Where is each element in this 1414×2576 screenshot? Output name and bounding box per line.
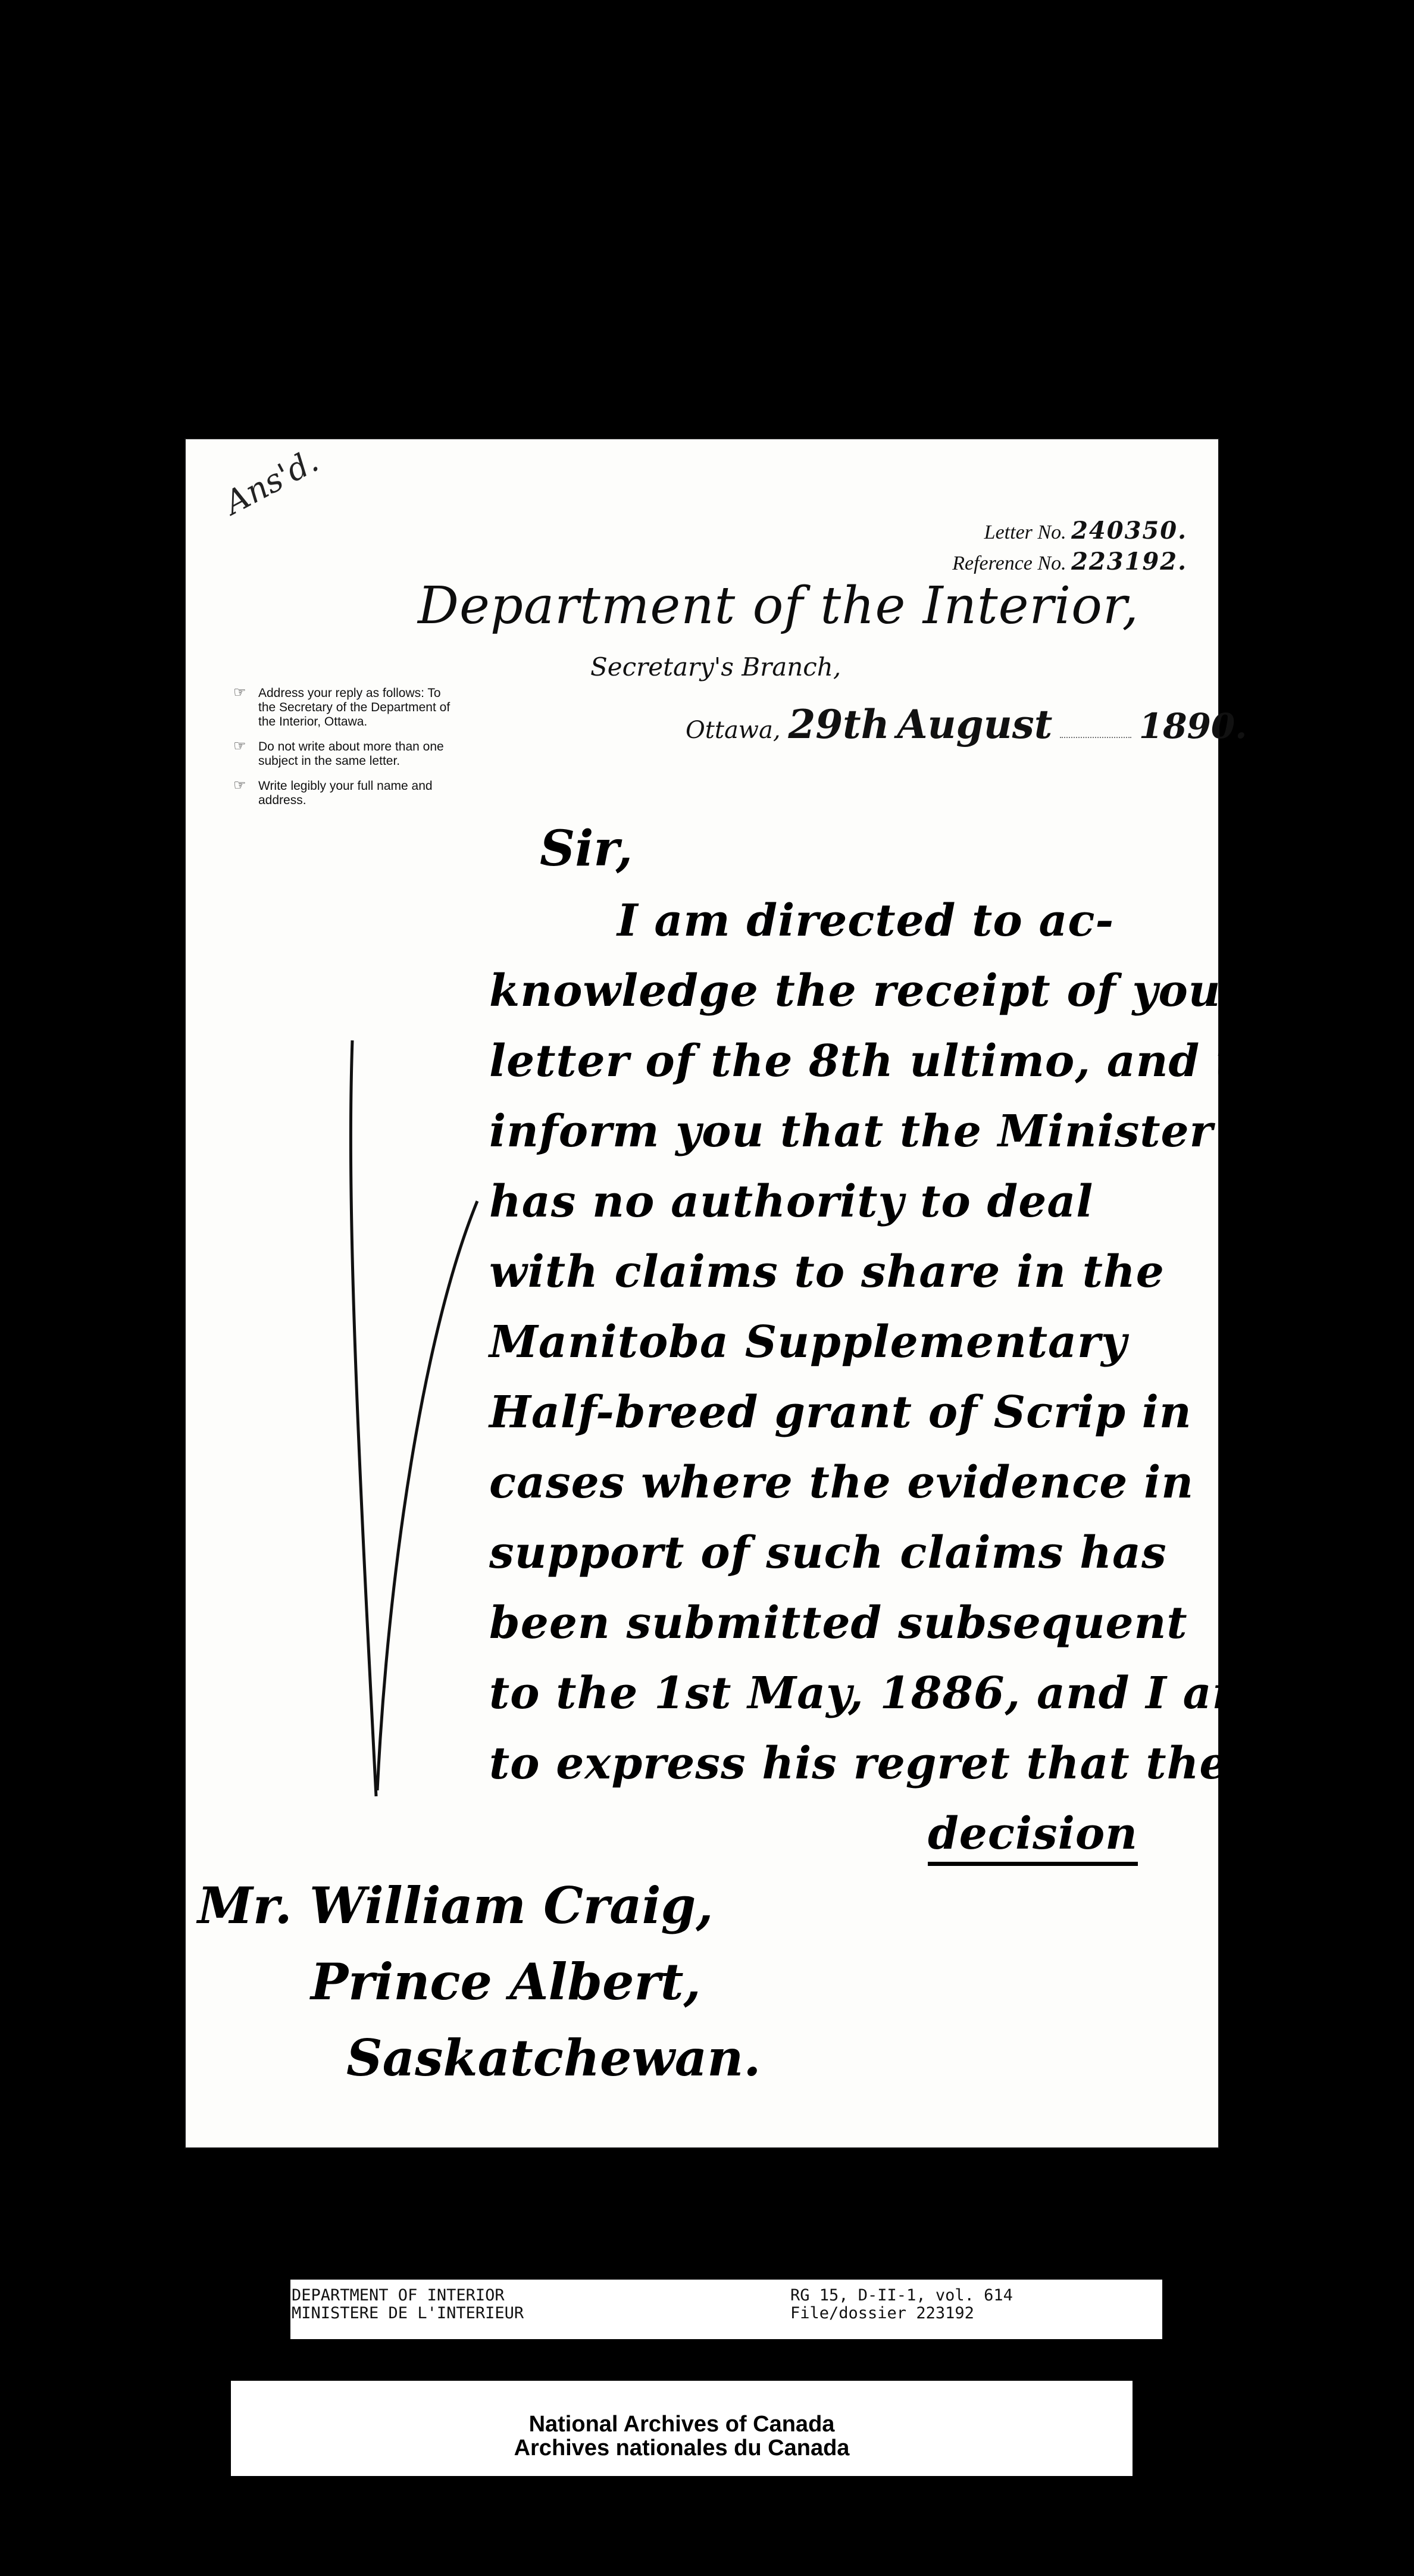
instruction-text: Do not write about more than one subject in the same letter. <box>258 740 444 768</box>
dateline <box>686 701 1247 748</box>
archive-record-group: RG 15, D-II-1, vol. 614 <box>790 2286 1013 2305</box>
body-line: support of such claims has <box>489 1527 1167 1578</box>
body-line: been submitted subsequent <box>489 1598 1188 1649</box>
body-line: I am directed to ac- <box>617 895 1115 946</box>
pointing-hand-icon: ☞ <box>233 738 246 754</box>
reference-number-value: 223192. <box>1071 548 1187 576</box>
reference-number-label: Reference No. <box>952 552 1066 574</box>
branch-heading: Secretary's Branch, <box>590 652 841 681</box>
archive-department-fr: MINISTERE DE L'INTERIEUR <box>292 2304 524 2322</box>
archive-reference-label <box>290 2280 1162 2339</box>
national-archives-footer <box>231 2381 1133 2476</box>
body-line: with claims to share in the <box>489 1246 1165 1298</box>
body-line: Manitoba Supplementary <box>489 1317 1127 1368</box>
archive-department <box>292 2287 524 2322</box>
pointing-hand-icon: ☞ <box>233 777 246 793</box>
letter-page <box>186 439 1267 2147</box>
salutation: Sir, <box>540 820 633 877</box>
department-heading: Department of the Interior, <box>418 576 1139 636</box>
dateline-year: 1890. <box>1138 706 1247 746</box>
instruction-text: Address your reply as follows: To the Secretary of the Department of the Interior, Ottawa. <box>258 686 451 729</box>
body-line: letter of the 8th ultimo, and to <box>489 1036 1267 1087</box>
addressee-town: Prince Albert, <box>311 1952 701 2011</box>
letter-body <box>489 886 1267 1869</box>
archive-department-en: DEPARTMENT OF INTERIOR <box>292 2286 505 2305</box>
dateline-day: 29th <box>788 701 890 748</box>
archive-file-number: File/dossier 223192 <box>790 2304 974 2322</box>
body-line: to express his regret that the <box>489 1738 1228 1789</box>
body-line: to the 1st May, 1886, and I am <box>489 1668 1259 1719</box>
reply-instructions <box>233 686 459 818</box>
addressee-name: Mr. William Craig, <box>198 1876 714 1935</box>
reference-number <box>952 548 1187 576</box>
dateline-month: August <box>897 701 1053 748</box>
body-line: Half-breed grant of Scrip in <box>489 1387 1192 1438</box>
letter-number-value: 240350. <box>1071 517 1187 545</box>
instruction-item <box>233 740 459 768</box>
addressee-block <box>198 1868 761 2096</box>
footer-line-fr: Archives nationales du Canada <box>514 2436 850 2461</box>
letter-number <box>984 517 1187 545</box>
footer-line-en: National Archives of Canada <box>528 2412 835 2437</box>
body-line: cases where the evidence in <box>489 1457 1194 1508</box>
pointing-hand-icon: ☞ <box>233 684 246 701</box>
dateline-place: Ottawa, <box>686 717 781 744</box>
body-line: inform you that the Minister <box>489 1106 1213 1157</box>
archive-file-reference <box>790 2287 1013 2322</box>
letter-number-label: Letter No. <box>984 521 1066 543</box>
catchword: decision <box>928 1808 1138 1859</box>
body-line: knowledge the receipt of your <box>489 965 1245 1017</box>
body-line: has no authority to deal <box>489 1176 1094 1227</box>
corner-annotation: Ans'd. <box>218 442 325 522</box>
instruction-item <box>233 779 459 808</box>
instruction-text: Write legibly your full name and address. <box>258 779 433 807</box>
addressee-province: Saskatchewan. <box>346 2028 761 2087</box>
margin-pen-stroke <box>340 1034 483 1808</box>
instruction-item <box>233 686 459 729</box>
